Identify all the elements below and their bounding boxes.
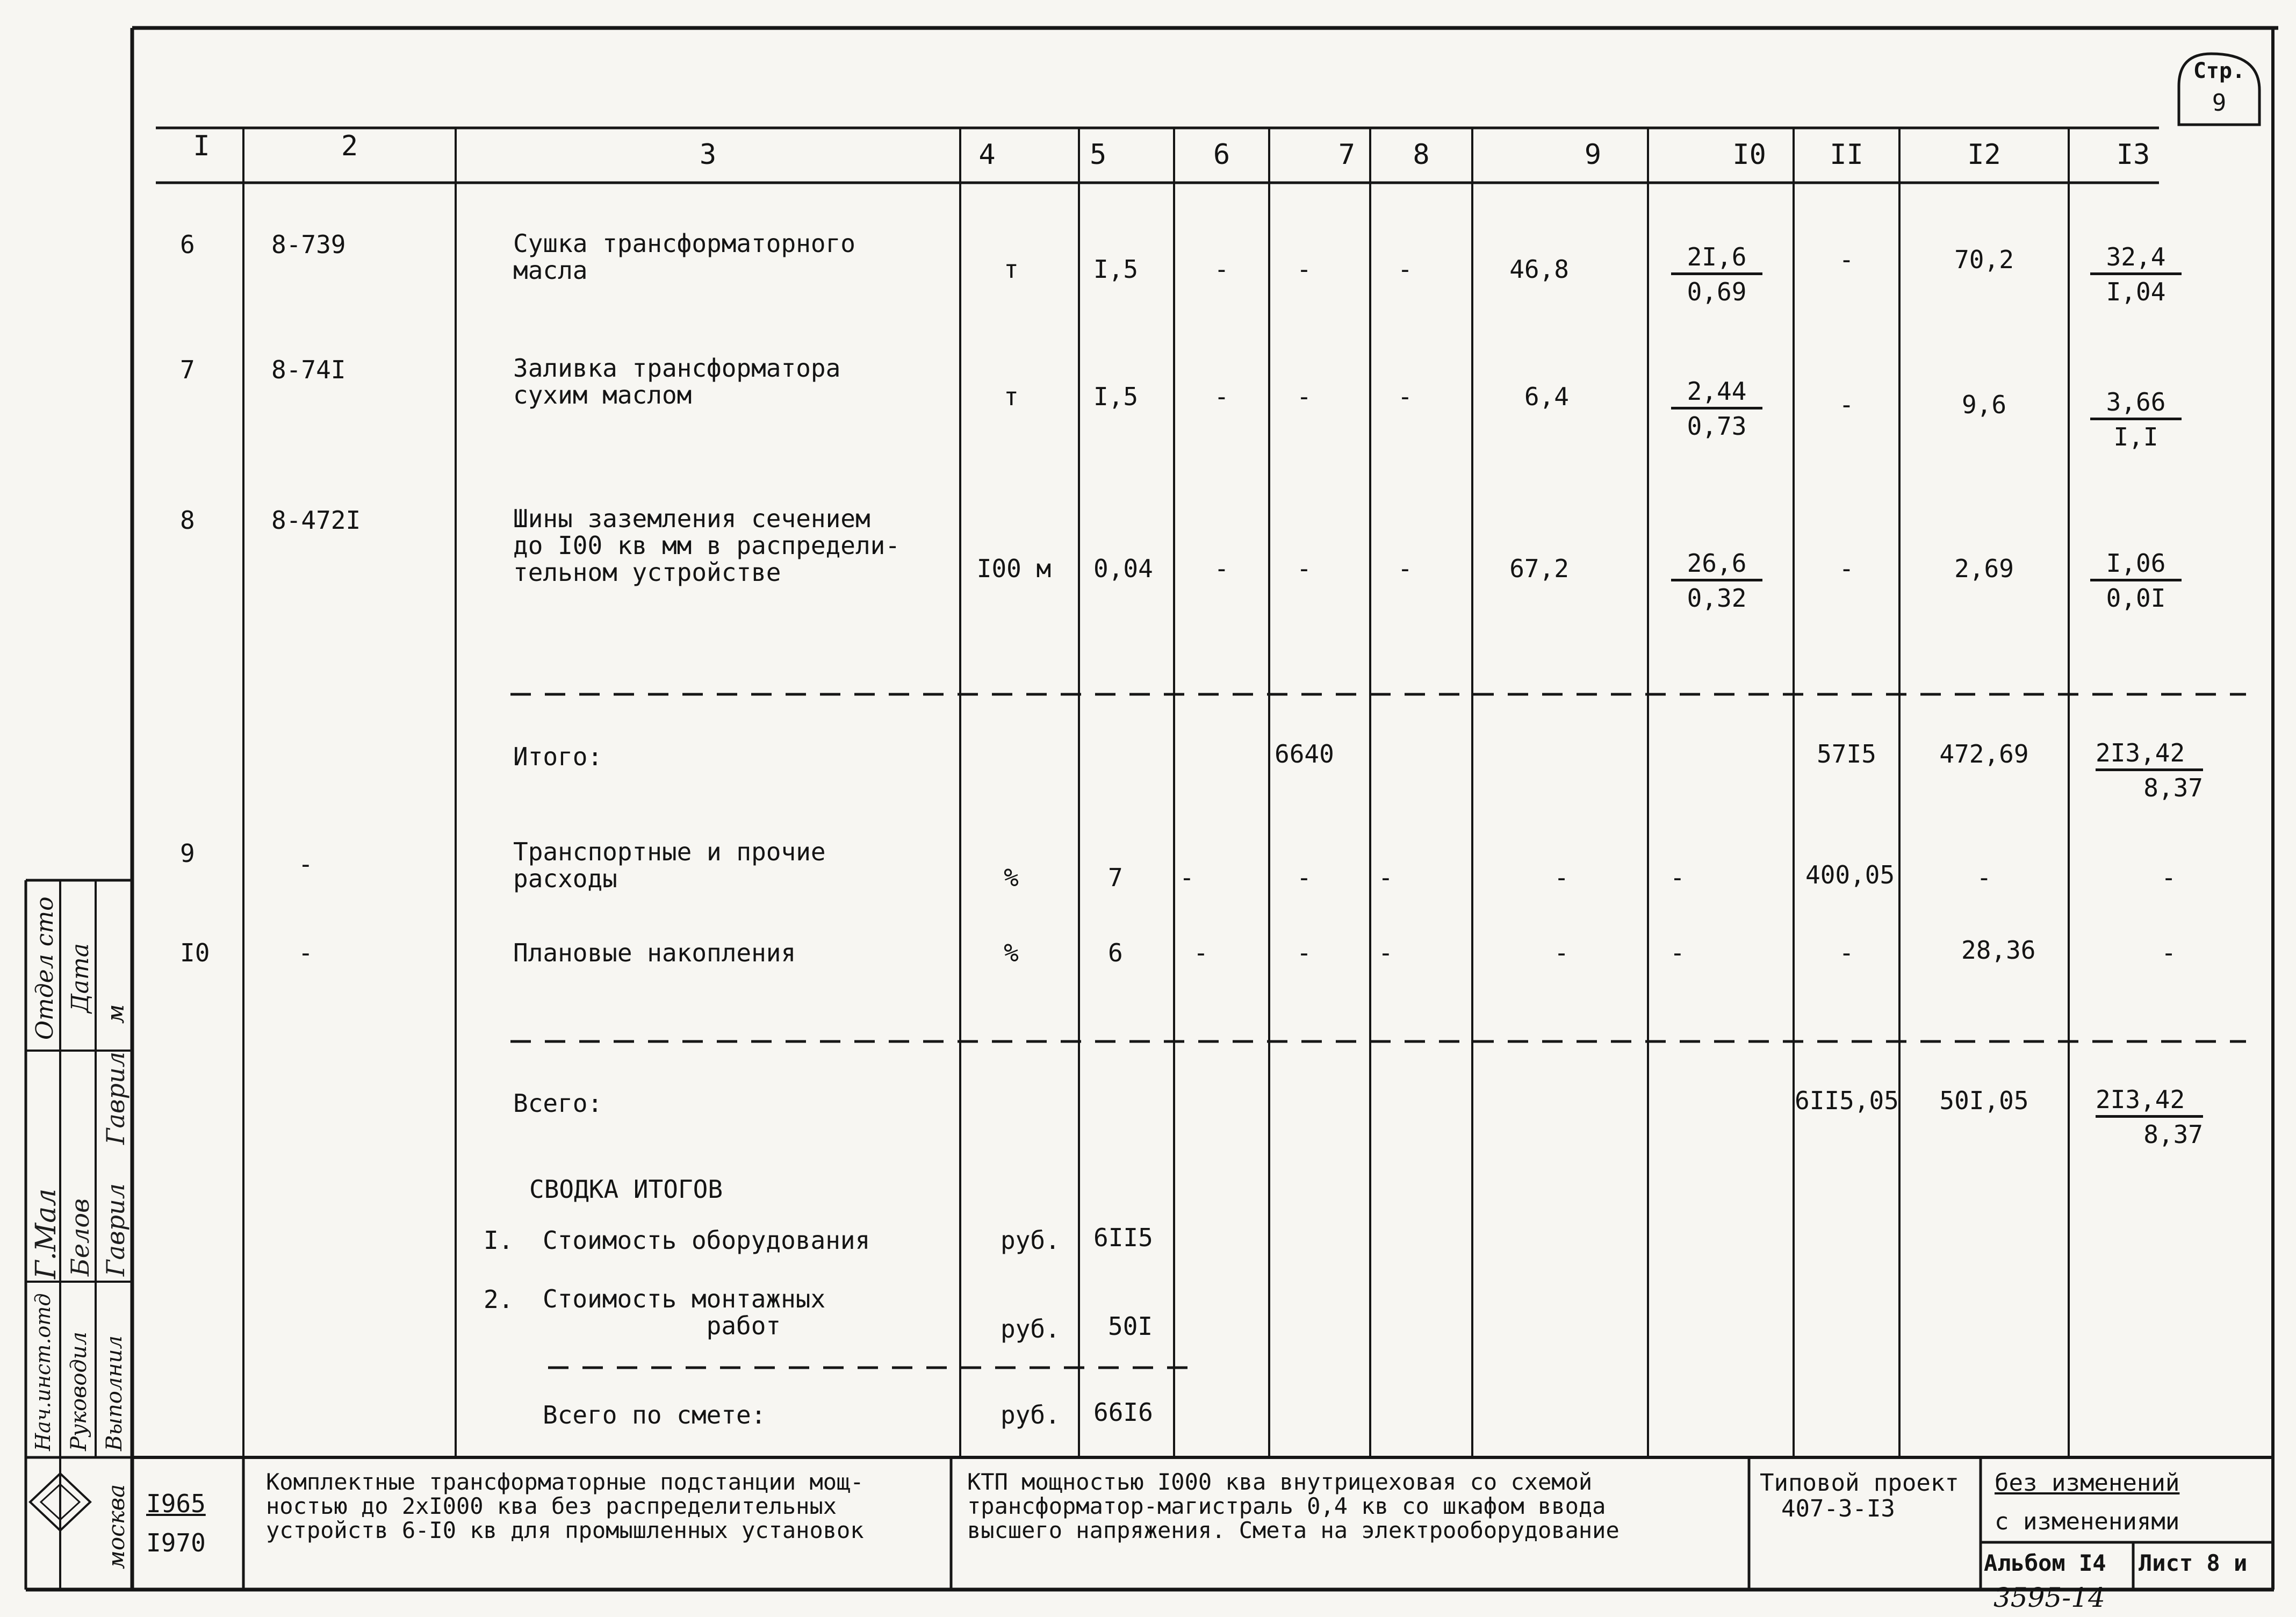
row-8-qty: 0,04 [1093, 554, 1153, 583]
row-9-col10: - [1670, 863, 1685, 892]
row-7-code: 8-74I [271, 355, 346, 384]
column-header-8: 8 [1413, 139, 1430, 171]
summary-item-2-value: 50I [1108, 1312, 1153, 1341]
row-6-col6: - [1214, 255, 1229, 284]
status-changed: с изменениями [1995, 1508, 2180, 1535]
column-header-6: 6 [1213, 139, 1230, 171]
year-1970: I970 [146, 1528, 206, 1557]
row-8-col6: - [1214, 554, 1229, 583]
row-7-col8: - [1398, 382, 1413, 411]
row-9-code: - [298, 850, 313, 879]
row-10-col7: - [1297, 938, 1312, 967]
row-9-col12: - [1976, 863, 1992, 892]
summary-item-1-unit: руб. [1001, 1226, 1060, 1255]
column-header-5: 5 [1090, 139, 1107, 171]
row-7-col12: 9,6 [1961, 390, 2007, 419]
column-header-1: I [193, 130, 210, 162]
row-10-col9: - [1554, 938, 1569, 967]
column-header-13: I3 [2116, 139, 2150, 171]
album-number: Альбом I4 [1984, 1550, 2106, 1576]
summary-total-unit: руб. [1001, 1400, 1060, 1429]
row-7-unit: т [1004, 382, 1019, 411]
row-10-qty: 6 [1108, 938, 1123, 967]
row-8-num: 8 [180, 506, 195, 535]
summary-item-1-num: I. [484, 1226, 514, 1255]
column-header-9: 9 [1584, 139, 1601, 171]
itogo-col7: 6640 [1275, 739, 1334, 768]
row-8-description: Шины заземления сечением до I00 кв мм в распредели- тельном устройстве [513, 504, 901, 587]
column-header-10: I0 [1732, 139, 1766, 171]
summary-total-label: Всего по смете: [543, 1400, 766, 1429]
row-8-code: 8-472I [271, 506, 361, 535]
row-8-col10: $\frac{26,6}{0,32}$ [1671, 551, 1762, 610]
summary-title: СВОДКА ИТОГОВ [529, 1175, 723, 1204]
signature-supervisor: Белов [66, 1198, 95, 1276]
summary-item-2-num: 2. [484, 1285, 514, 1314]
archive-number: 3595-14 [1993, 1582, 2105, 1613]
row-6-code: 8-739 [271, 230, 346, 259]
row-10-unit: % [1004, 938, 1019, 967]
row-6-col10: $\frac{2I,6}{0,69}$ [1671, 245, 1762, 304]
sheet-subject: КТП мощностью I000 ква внутрицеховая со схемой трансформатор-магистраль 0,4 кв со шкафом ввода высшего напряжения. Смета на электрооборудование [967, 1469, 1620, 1543]
status-unchanged: без изменений [1995, 1469, 2180, 1497]
row-10-col12: 28,36 [1961, 936, 2036, 965]
row-10-col8: - [1378, 938, 1393, 967]
row-6-col9: 46,8 [1509, 255, 1569, 284]
row-10-col10: - [1670, 938, 1685, 967]
row-7-col7: - [1297, 382, 1312, 411]
row-8-col11: - [1839, 554, 1854, 583]
vsego-label: Всего: [513, 1089, 603, 1118]
row-6-description: Сушка трансформаторного масла [513, 229, 855, 285]
row-8-col7: - [1297, 554, 1312, 583]
summary-item-2-label: Стоимость монтажных работ [543, 1284, 826, 1340]
column-header-3: 3 [699, 139, 717, 171]
row-7-col13: $\frac{3,66}{I,I}$ [2090, 390, 2182, 449]
summary-total-value: 66I6 [1093, 1398, 1153, 1427]
side-stamp-role-chief: Нач.инст.отд [31, 1293, 55, 1451]
project-label: Типовой проект [1760, 1469, 1959, 1497]
column-header-4: 4 [978, 139, 996, 171]
row-9-unit: % [1004, 863, 1019, 892]
row-6-num: 6 [180, 230, 195, 259]
row-10-col13: - [2161, 938, 2176, 967]
row-9-col13: - [2161, 863, 2176, 892]
row-10-num: I0 [180, 938, 210, 967]
row-6-col8: - [1398, 255, 1413, 284]
row-6-col12: 70,2 [1954, 245, 2014, 274]
row-9-col6: - [1179, 863, 1194, 892]
row-6-col13: $\frac{32,4}{I,04}$ [2090, 245, 2182, 304]
row-8-col13: $\frac{I,06}{0,0I}$ [2090, 551, 2182, 610]
row-6-col7: - [1297, 255, 1312, 284]
summary-item-2-unit: руб. [1001, 1314, 1060, 1343]
signature-date: Гаврил [101, 1051, 130, 1145]
itogo-col13: $\frac{2I3,42}{8,37}$ [2096, 738, 2203, 802]
row-7-col10: $\frac{2,44}{0,73}$ [1671, 379, 1762, 439]
side-stamp-role-supervisor: Руководил [67, 1331, 91, 1451]
row-7-num: 7 [180, 355, 195, 384]
signature-chief: Г.Мал [30, 1188, 62, 1279]
row-7-description: Заливка трансформатора сухим маслом [513, 354, 841, 409]
vsego-col12: 50I,05 [1939, 1086, 2029, 1115]
row-7-qty: I,5 [1093, 382, 1139, 411]
row-10-col6: - [1193, 938, 1208, 967]
row-7-col9: 6,4 [1524, 382, 1569, 411]
itogo-col12: 472,69 [1939, 739, 2029, 768]
side-stamp-m-label: м [102, 1004, 129, 1024]
row-8-col8: - [1398, 554, 1413, 583]
row-8-col9: 67,2 [1509, 554, 1569, 583]
row-9-col7: - [1297, 863, 1312, 892]
summary-item-1-label: Стоимость оборудования [543, 1226, 870, 1255]
row-9-col8: - [1378, 863, 1393, 892]
page-number: 9 [2212, 89, 2227, 117]
side-stamp-department: Отдел сто [31, 896, 59, 1040]
side-stamp-date-label: Дата [67, 943, 94, 1013]
row-10-code: - [298, 938, 313, 967]
row-9-qty: 7 [1108, 863, 1123, 892]
column-header-11: II [1830, 139, 1863, 171]
year-1965: I965 [146, 1489, 206, 1518]
signature-executor: Гаврил [101, 1183, 130, 1276]
project-description: Комплектные трансформаторные подстанции мощ- ностью до 2хI000 ква без распределительных устройств 6-I0 кв для промышленных установок [266, 1469, 864, 1543]
column-header-7: 7 [1338, 139, 1355, 171]
column-header-2: 2 [341, 130, 358, 162]
summary-item-1-value: 6II5 [1093, 1223, 1153, 1252]
row-7-col11: - [1839, 390, 1854, 419]
itogo-col11: 57I5 [1817, 739, 1876, 768]
vsego-col13: $\frac{2I3,42}{8,37}$ [2096, 1085, 2203, 1149]
row-6-qty: I,5 [1093, 255, 1139, 284]
row-9-num: 9 [180, 839, 195, 868]
row-10-col11: - [1839, 938, 1854, 967]
page-label: Стр. [2193, 59, 2245, 83]
row-6-unit: т [1004, 255, 1019, 284]
row-6-col11: - [1839, 245, 1854, 274]
row-9-description: Транспортные и прочие расходы [513, 837, 826, 893]
row-8-col12: 2,69 [1954, 554, 2014, 583]
sheet-number: Лист 8 и [2139, 1550, 2248, 1576]
city-label: москва [103, 1484, 129, 1569]
row-10-description: Плановые накопления [513, 938, 796, 967]
itogo-label: Итого: [513, 742, 603, 771]
row-7-col6: - [1214, 382, 1229, 411]
column-header-12: I2 [1967, 139, 2001, 171]
row-8-unit: I00 м [976, 554, 1052, 583]
side-stamp-role-executor: Выполнил [102, 1335, 127, 1451]
row-9-col9: - [1554, 863, 1569, 892]
project-number: 407-3-I3 [1781, 1495, 1895, 1522]
vsego-col11: 6II5,05 [1795, 1086, 1899, 1115]
row-9-col11: 400,05 [1805, 860, 1895, 889]
